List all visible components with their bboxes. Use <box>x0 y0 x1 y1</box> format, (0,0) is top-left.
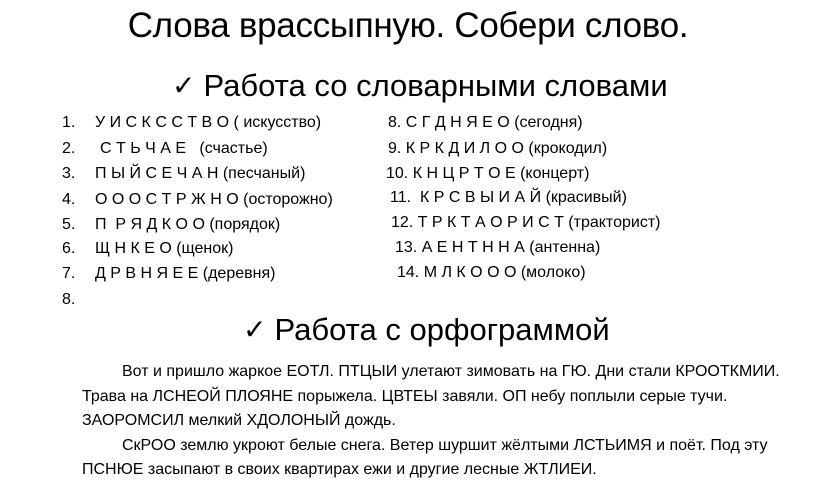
list-item: У И С К С С Т В О ( искусство) <box>95 114 322 131</box>
list-item: С Т Ь Ч А Е (счастье) <box>100 140 268 157</box>
paragraph <box>82 360 802 434</box>
list-item: 13. А Е Н Т Н Н А (антенна) <box>395 239 601 256</box>
list-item: 10. К Н Ц Р Т О Е (концерт) <box>386 165 590 182</box>
list-item: П Р Я Д К О О (порядок) <box>95 216 281 233</box>
section-heading-spelling <box>243 312 610 348</box>
list-item: Д Р В Н Я Е Е (деревня) <box>95 265 276 282</box>
list-item: 8. С Г Д Н Я Е О (сегодня) <box>388 114 583 131</box>
list-item: О О О С Т Р Ж Н О (осторожно) <box>95 191 333 208</box>
list-item-number: 6. <box>62 240 76 257</box>
paragraph <box>82 434 802 483</box>
list-item-number: 5. <box>62 216 76 233</box>
section-heading-vocabulary <box>172 68 668 104</box>
exercise-text <box>82 360 802 483</box>
list-item: 11. К Р С В Ы И А Й (красивый) <box>390 189 627 206</box>
list-item-number: 8. <box>62 291 76 308</box>
list-item-number: 1. <box>62 114 76 131</box>
list-item-number: 4. <box>62 191 76 208</box>
list-item: 12. Т Р К Т А О Р И С Т (тракторист) <box>391 214 661 231</box>
paragraph-text: Вот и пришло жаркое ЕОТЛ. ПТЦЫИ улетают зимовать на ГЮ. Дни стали КРООТКМИИ. Трава на ЛСНЕОЙ ПЛОЯНЕ порыжела. ЦВТЕЫ завяли. ОП небу поплыли серые тучи. ЗАОРОМСИЛ мелкий ХДОЛОНЫЙ дождь. <box>82 363 780 429</box>
list-item-number: 3. <box>62 165 76 182</box>
list-item: 9. К Р К Д И Л О О (крокодил) <box>388 140 608 157</box>
list-item: П Ы Й С Е Ч А Н (песчаный) <box>95 165 306 182</box>
checkmark-icon: ✓ <box>172 70 196 101</box>
section-heading-text: Работа со словарными словами <box>203 68 668 103</box>
paragraph-text: СкРОО землю укроют белые снега. Ветер шуршит жёлтыми ЛСТЬИМЯ и поёт. Под эту ПСНЮЕ засыпают в своих квартирах ежи и другие лесные ЖТЛИЕИ. <box>82 436 768 478</box>
list-item-number: 7. <box>62 265 76 282</box>
section-heading-text: Работа с орфограммой <box>274 312 610 347</box>
page-title: Слова врассыпную. Собери слово. <box>127 6 689 45</box>
list-item: 14. М Л К О О О (молоко) <box>397 264 586 281</box>
checkmark-icon: ✓ <box>243 314 267 345</box>
list-item: Щ Н К Е О (щенок) <box>95 240 234 257</box>
list-item-number: 2. <box>62 140 76 157</box>
